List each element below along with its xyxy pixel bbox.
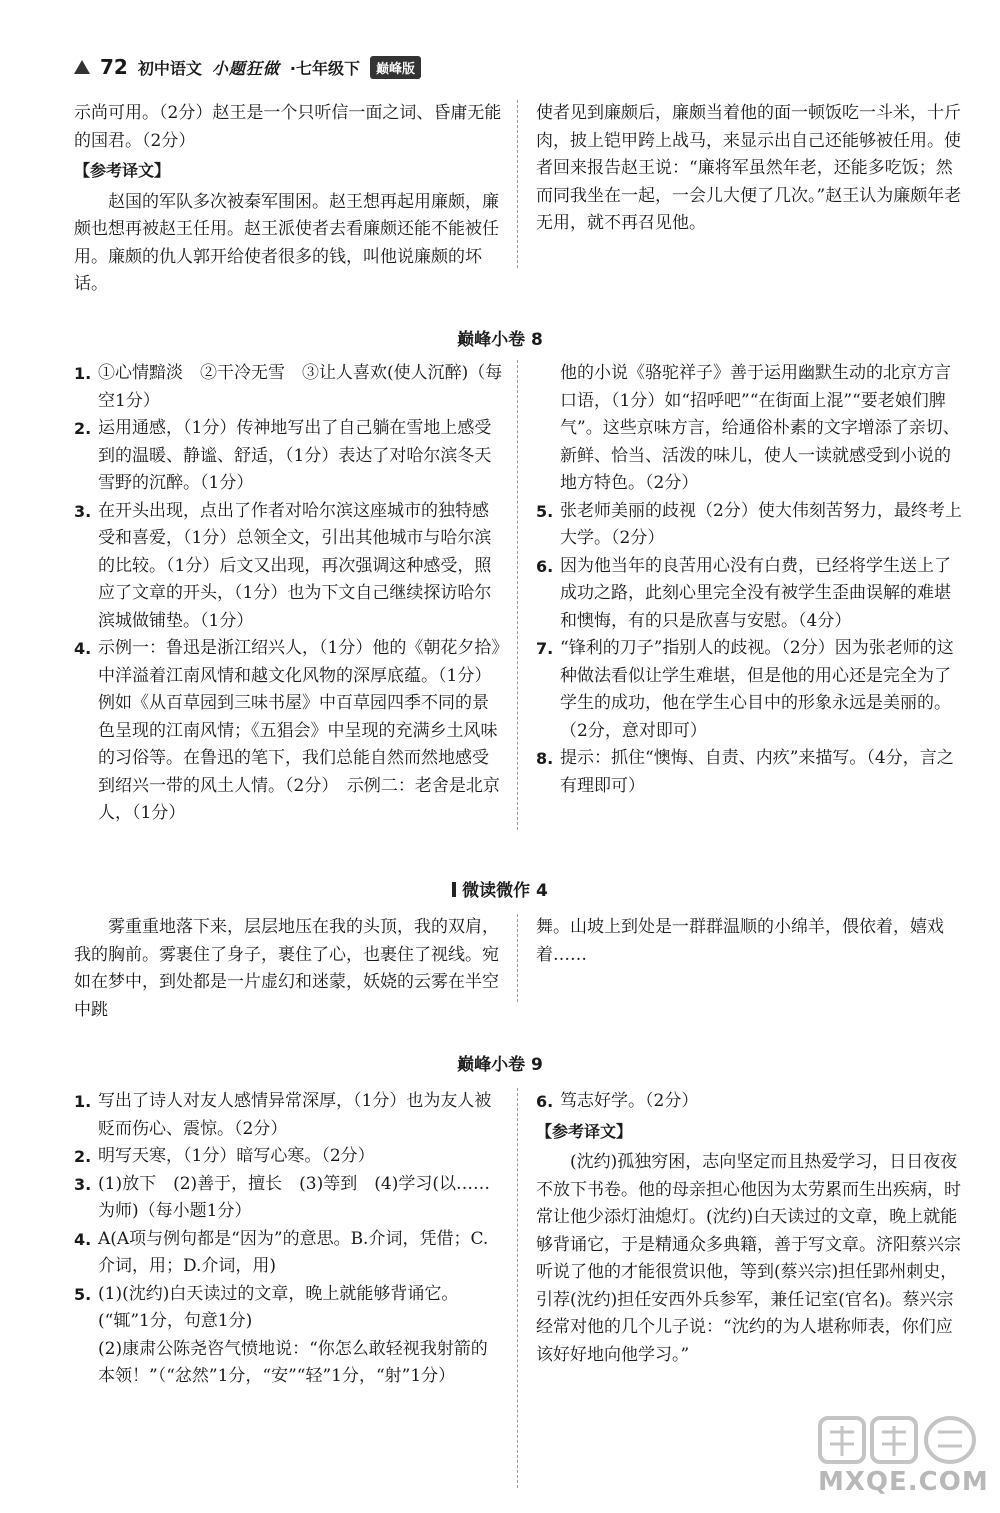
section-8-right [536, 360, 966, 800]
item-4-continuation: 他的小说《骆驼祥子》善于运用幽默生动的北京方言口语，（1分）如“招呼吧”“在街面上混”“要老娘们脾气”。这些京味方言，给通俗朴素的文字增添了亲切、新鲜、恰当、活泼的味儿，使人一读就感受到小说的地方特色。（2分） [560, 363, 960, 493]
micro-4-right [536, 914, 966, 969]
item-number: 4. [74, 639, 92, 658]
item-number: 3. [74, 1174, 92, 1194]
item-number: 8. [536, 749, 554, 768]
brand-title: 小题狂做 [211, 58, 280, 78]
item-text: 写出了诗人对友人感情异常深厚，（1分）也为友人被贬而伤心、震惊。（2分） [98, 1091, 492, 1139]
item-number: 1. [74, 364, 92, 383]
translation-text: (沈约)孤独穷困，志向坚定而且热爱学习，日日夜夜不放下书卷。他的母亲担心他因为太劳累而生出疾病，时常让他少添灯油熄灯。(沈约)白天读过的文章，晚上就能够背诵它，于是精通众多典籍，善于写文章。济阳蔡兴宗听说了他的才能很赏识他，等到(蔡兴宗)担任郢州刺史，引荐(沈约)担任安西外兵参军，兼任记室(官名)。蔡兴宗经常对他的几个儿子说：“沈约的为人堪称师表，你们应该好好地向他学习。” [536, 1152, 961, 1365]
micro-4-title-text: 微读微作 4 [462, 881, 548, 901]
item-text: 提示：抓住“懊悔、自责、内疚”来描写。（4分，言之有理即可） [560, 748, 954, 796]
item-text: 笃志好学。（2分） [560, 1091, 699, 1111]
triangle-icon [74, 60, 90, 74]
answer-item [536, 745, 966, 800]
item-number: 2. [74, 1147, 92, 1166]
section-9-right [536, 1088, 966, 1369]
answer-text: 示尚可用。（2分）赵王是一个只听信一面之词、昏庸无能的国君。（2分） [74, 103, 502, 151]
micro-4-text-cont: 舞。山坡上到处是一群群温顺的小绵羊，偎依着，嬉戏着…… [536, 917, 944, 965]
column-divider [517, 360, 518, 830]
watermark-url: MXQE.COM [818, 1467, 989, 1497]
item-text: 明写天寒，（1分）暗写心寒。（2分） [98, 1146, 375, 1166]
item-number: 7. [536, 639, 554, 658]
item-text: “锋利的刀子”指别人的歧视。（2分）因为张老师的这种做法看似让学生难堪，但是他的用心还是完全为了学生的成功，他在学生心目中的形象永远是美丽的。（2分，意对即可） [560, 638, 954, 741]
page-number: 72 [100, 55, 128, 79]
answer-item [74, 1226, 504, 1281]
section-9-title: 巅峰小卷 9 [457, 1055, 543, 1075]
answer-item [74, 1281, 504, 1336]
column-divider [517, 100, 518, 268]
item-5-part-2: (2)康肃公陈尧咨气愤地说：“你怎么敢轻视我射箭的本领！”（“忿然”1分，“安”“轻”1分，“射”1分） [98, 1338, 488, 1386]
watermark-logo-icon [810, 1412, 980, 1472]
answer-item [74, 360, 504, 415]
translation-text: 赵国的军队多次被秦军围困。赵王想再起用廉颇，廉颇也想再被赵王任用。赵王派使者去看廉颇还能不能被任用。廉颇的仇人郭开给使者很多的钱，叫他说廉颇的坏话。 [74, 191, 499, 294]
item-number: 5. [74, 1284, 92, 1304]
answer-item [536, 635, 966, 745]
item-text: 示例一：鲁迅是浙江绍兴人，（1分）他的《朝花夕拾》中洋溢着江南风情和越文化风物的深厚底蕴。（1分）例如《从百草园到三味书屋》中百草园四季不同的景色呈现的江南风情；《五猖会》中呈现的充满乡土风味的习俗等。在鲁迅的笔下，我们总能自然而然地感受到绍兴一带的风土人情。（2分） 示例二：老舍是北京人，（1分） [98, 638, 500, 823]
grade-title: ·七年级下 [289, 58, 360, 78]
answer-item [74, 1171, 504, 1226]
page-header [74, 50, 421, 84]
translation-text-cont: 使者见到廉颇后，廉颇当着他的面一顿饭吃一斗米，十斤肉，披上铠甲跨上战马，来显示出自己还能够被任用。使者回来报告赵王说：“廉将军虽然年老，还能多吃饭；然而同我坐在一起，一会儿大便了几次。”赵王认为廉颇年老无用，就不再召见他。 [536, 103, 962, 233]
answer-item [536, 1088, 966, 1116]
section-bar-icon [452, 882, 456, 897]
reference-translation-tag: 【参考译文】 [536, 1121, 633, 1141]
item-number: 2. [74, 419, 92, 438]
item-text: 张老师美丽的歧视（2分）使大伟刻苦努力，最终考上大学。（2分） [560, 500, 962, 548]
block1-right [536, 100, 966, 238]
item-text: (1)放下 (2)善于，擅长 (3)等到 (4)学习(以……为师)（每小题1分） [98, 1173, 490, 1221]
answer-item [74, 415, 504, 498]
edition-badge: 巅峰版 [370, 56, 421, 79]
item-number: 4. [74, 1229, 92, 1249]
item-number: 6. [536, 556, 554, 576]
answer-item [536, 553, 966, 636]
item-text: 在开头出现，点出了作者对哈尔滨这座城市的独特感受和喜爱，（1分）总领全文，引出其他城市与哈尔滨的比较。（1分）后文又出现，再次强调这种感受，照应了文章的开头，（1分）也为下文自己继续探访哈尔滨城做铺垫。（1分） [98, 500, 492, 631]
micro-4-text: 雾重重地落下来，层层地压在我的头顶，我的双肩，我的胸前。雾裹住了身子，裹住了心，也裹住了视线。宛如在梦中，到处都是一片虚幻和迷蒙，妖娆的云雾在半空中跳 [74, 917, 499, 1020]
item-number: 5. [536, 501, 554, 521]
answer-item [74, 498, 504, 636]
series-title: 初中语文 [137, 58, 202, 78]
item-number: 1. [74, 1092, 92, 1111]
column-divider [517, 1088, 518, 1488]
section-8-title: 巅峰小卷 8 [457, 330, 543, 350]
item-text: 运用通感，（1分）传神地写出了自己躺在雪地上感受到的温暖、静谧、舒适，（1分）表达了对哈尔滨冬天雪野的沉醉。（1分） [98, 418, 492, 493]
answer-item [536, 498, 966, 553]
item-text: ①心情黯淡 ②干冷无雪 ③让人喜欢(使人沉醉)（每空1分） [98, 363, 503, 411]
micro-4-left [74, 914, 504, 1024]
block1-left [74, 100, 504, 299]
column-divider [517, 914, 518, 1002]
answer-item [74, 1088, 504, 1143]
item-text: 因为他当年的良苦用心没有白费，已经将学生送上了成功之路，此刻心里完全没有被学生歪曲误解的难堪和懊悔，有的只是欣喜与安慰。（4分） [560, 555, 951, 631]
item-number: 6. [536, 1092, 554, 1111]
item-number: 3. [74, 501, 92, 521]
watermark [810, 1412, 989, 1502]
item-text: (1)(沈约)白天读过的文章，晚上就能够背诵它。(“辄”1分，句意1分) [98, 1283, 459, 1331]
section-8-left [74, 360, 504, 828]
reference-translation-tag: 【参考译文】 [74, 161, 171, 180]
answer-item [74, 1143, 504, 1171]
item-text: A(A项与例句都是“因为”的意思。B.介词，凭借；C.介词，用；D.介词，用) [98, 1228, 489, 1276]
micro-4-title [0, 876, 1000, 901]
section-9-left [74, 1088, 504, 1391]
answer-item [74, 635, 504, 828]
